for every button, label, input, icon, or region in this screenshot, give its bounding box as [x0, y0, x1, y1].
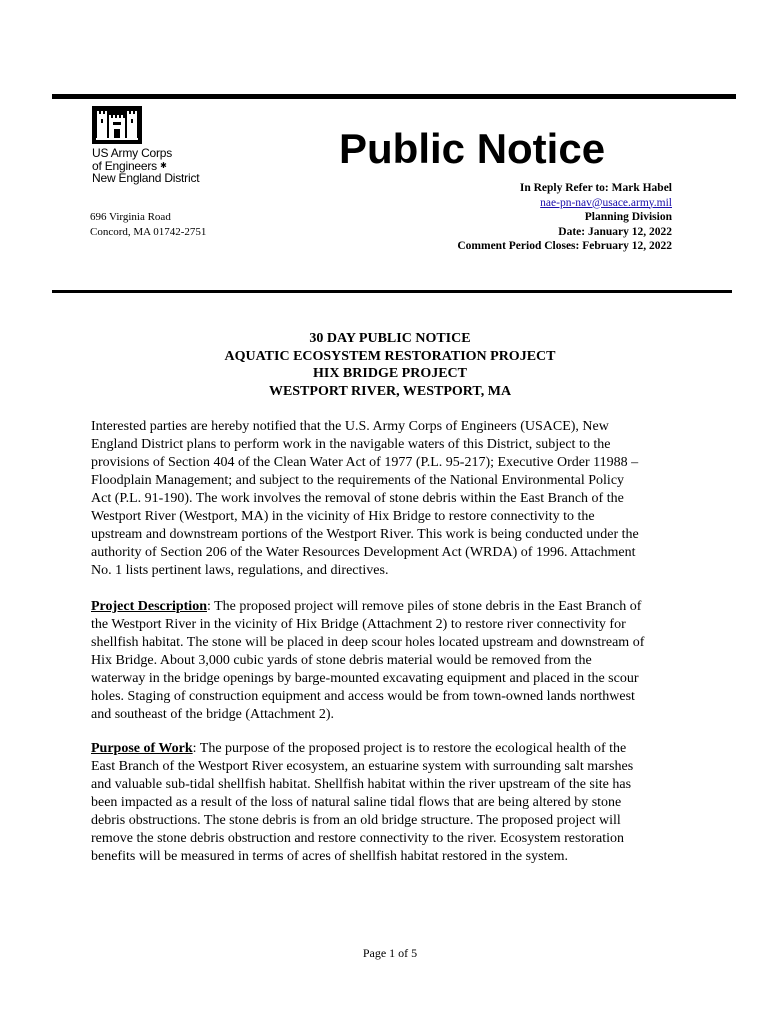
org-line-3: New England District — [92, 171, 200, 185]
email-link[interactable]: nae-pn-nav@usace.army.mil — [540, 196, 672, 209]
text-line: England District plans to perform work in the navigable waters of this District, subject to the — [91, 437, 611, 452]
text-line: Act (P.L. 91-190). The work involves the removal of stone debris within the East Branch of the — [91, 491, 624, 506]
text-line: the Westport River in the vicinity of Hix Bridge (Attachment 2) to restore river connectivity for — [91, 617, 626, 632]
text-line: benefits will be measured in terms of acres of shellfish habitat restored in the system. — [91, 849, 569, 864]
top-rule — [52, 94, 736, 99]
address-line-1: 696 Virginia Road — [90, 211, 171, 223]
project-description-paragraph — [91, 598, 644, 724]
text-line: provisions of Section 404 of the Clean Water Act of 1977 (P.L. 95-217); Executive Order 11988 – — [91, 455, 639, 470]
comment-period: Comment Period Closes: February 12, 2022 — [457, 240, 672, 252]
text-line: waterway in the bridge openings by barge-mounted excavating equipment and placed in the scour — [91, 671, 639, 686]
heading-line: HIX BRIDGE PROJECT — [312, 366, 468, 381]
text-line: debris obstructions. The stone debris is from an old bridge structure. The proposed project will — [91, 813, 621, 828]
heading-line: 30 DAY PUBLIC NOTICE — [309, 331, 471, 346]
page-title: Public Notice — [339, 125, 606, 172]
reply-to: In Reply Refer to: Mark Habel — [519, 182, 672, 194]
page-number: Page 1 of 5 — [362, 946, 418, 960]
text-line: authority of Section 206 of the Water Resources Development Act (WRDA) of 1996. Attachment — [91, 545, 636, 560]
notice-heading — [0, 330, 770, 400]
heading-line: WESTPORT RIVER, WESTPORT, MA — [268, 383, 512, 399]
heading-line: AQUATIC ECOSYSTEM RESTORATION PROJECT — [224, 348, 556, 364]
organization-name — [92, 147, 199, 185]
text-line: remove the stone debris obstruction and restore connectivity to the river. Ecosystem restoration — [91, 831, 625, 846]
text-line: been impacted as a result of the loss of natural saline tidal flows that are being altered by stone — [91, 795, 622, 810]
reply-info — [457, 181, 672, 254]
intro-paragraph — [91, 418, 639, 580]
text-line: : The purpose of the proposed project is to restore the ecological health of the — [192, 741, 627, 756]
purpose-of-work-paragraph — [91, 740, 633, 866]
usace-castle-logo — [92, 106, 142, 144]
star-icon: ✱ — [160, 160, 167, 170]
org-line-2: of Engineers — [92, 158, 157, 173]
text-line: and valuable sub-tidal shellfish habitat. Shellfish habitat within the river upstream of the site has — [91, 777, 632, 792]
mailing-address — [90, 210, 206, 240]
purpose-of-work-label: Purpose of Work — [91, 741, 193, 756]
text-line: No. 1 lists pertinent laws, regulations, and directives. — [91, 563, 389, 578]
text-line: Floodplain Management; and subject to the requirements of the National Environmental Policy — [91, 473, 625, 488]
text-line: upstream and downstream portions of the Westport River. This work is being conducted under the — [91, 527, 639, 542]
text-line: : The proposed project will remove piles of stone debris in the East Branch of — [206, 599, 642, 614]
address-line-2: Concord, MA 01742-2751 — [90, 226, 207, 238]
text-line: shellfish habitat. The stone will be placed in deep scour holes located upstream and downstream of — [91, 635, 645, 650]
text-line: Hix Bridge. About 3,000 cubic yards of stone debris material would be removed from the — [91, 653, 592, 668]
text-line: Westport River (Westport, MA) in the vicinity of Hix Bridge to restore connectivity to the — [91, 509, 595, 524]
text-line: and southeast of the bridge (Attachment 2). — [91, 707, 334, 722]
text-line: East Branch of the Westport River ecosystem, an estuarine system with surrounding salt marshes — [91, 759, 634, 774]
project-description-label: Project Description — [91, 599, 207, 614]
header-divider — [52, 290, 732, 293]
text-line: Interested parties are hereby notified that the U.S. Army Corps of Engineers (USACE), New — [91, 419, 609, 434]
division: Planning Division — [584, 211, 672, 223]
text-line: holes. Staging of construction equipment and access would be from town-owned lands northwest — [91, 689, 635, 704]
notice-date: Date: January 12, 2022 — [558, 225, 672, 238]
org-line-1: US Army Corps — [92, 146, 173, 160]
